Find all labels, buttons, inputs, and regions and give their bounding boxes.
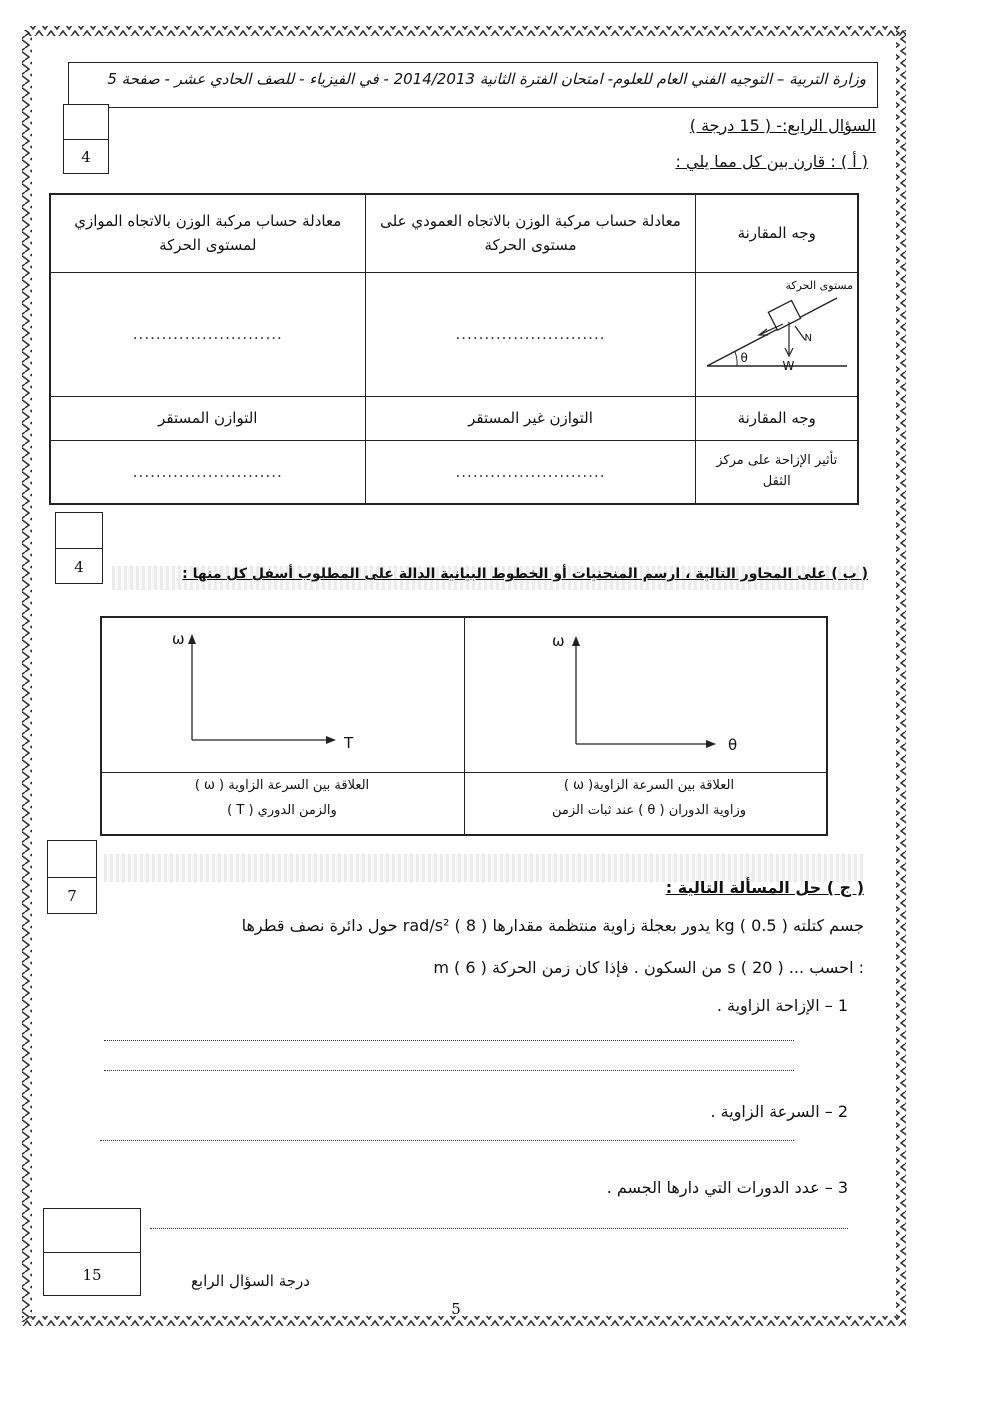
graph-omega-vs-period[interactable] — [172, 628, 372, 748]
cell-displacement-effect: تأثير الإزاحة على مركز الثقل — [696, 440, 858, 504]
score-box-c — [47, 840, 97, 914]
part-a-title: ( أ ) : قارن بين كل مما يلي : — [675, 152, 868, 171]
part-c-title: ( ج ) حل المسألة التالية : — [665, 878, 864, 897]
part-b-title: ( ب ) على المحاور التالية ، ارسم المنحنيات أو الخطوط البيانية الدالة على المطلوب أسفل كل منها : — [182, 566, 868, 582]
answer-cell-unstable[interactable] — [365, 440, 696, 504]
answer-line-2[interactable] — [100, 1140, 794, 1141]
answer-line-1b[interactable] — [104, 1070, 794, 1071]
cell-unstable-equilibrium: التوازن غير المستقر — [365, 396, 696, 440]
right-caption-2: وزاوية الدوران ( θ ) عند ثبات الزمن — [551, 802, 747, 818]
answer-dots: .......................... — [455, 462, 606, 481]
header-title: وزارة التربية – التوجيه الفني العام للعلوم- امتحان الفترة الثانية 2014/2013 - في الفيزياء - للصف الحادي عشر - صفحة 5 — [107, 70, 866, 88]
right-caption-1: العلاقة بين السرعة الزاوية( ω ) — [563, 778, 735, 793]
total-score: 15 — [44, 1252, 140, 1296]
cell-stable-equilibrium: التوازن المستقر — [50, 396, 365, 440]
page-number: 5 — [451, 1300, 461, 1318]
question-title: السؤال الرابع:- ( 15 درجة ) — [689, 116, 876, 135]
cell-perpendicular-header: معادلة حساب مركبة الوزن بالاتجاه العمودي على مستوى الحركة — [365, 194, 696, 272]
left-y-axis-label: ω — [172, 630, 185, 648]
answer-line-3[interactable] — [150, 1228, 848, 1229]
incline-diagram-cell — [696, 272, 858, 396]
item-2-angular-velocity: 2 – السرعة الزاوية . — [710, 1102, 848, 1121]
score-a: 4 — [64, 139, 108, 174]
answer-cell-perpendicular[interactable] — [365, 272, 696, 396]
comparison-table — [49, 193, 859, 505]
score-box-a — [63, 104, 109, 174]
graph-omega-vs-theta[interactable] — [556, 630, 756, 750]
item-3-revolutions: 3 – عدد الدورات التي دارها الجسم . — [606, 1178, 848, 1197]
cell-comparison-header-2: وجه المقارنة — [696, 396, 858, 440]
problem-line-1: جسم كتلته kg ( 0.5 ) يدور بعجلة زاوية منتظمة مقدارها rad/s² ( 8 ) حول دائرة نصف قطرها — [241, 916, 864, 935]
left-caption-2: والزمن الدوري ( T ) — [227, 802, 337, 818]
answer-dots: .......................... — [132, 462, 283, 481]
right-x-axis-label: θ — [728, 736, 738, 754]
diagram-weight: W — [782, 358, 795, 373]
score-c: 7 — [48, 877, 96, 914]
answer-dots: .......................... — [132, 325, 283, 343]
diagram-normal: N — [804, 332, 812, 344]
score-b: 4 — [56, 548, 102, 584]
score-box-b — [55, 512, 103, 584]
item-1-angular-displacement: 1 – الإزاحة الزاوية . — [716, 996, 848, 1015]
answer-line-1a[interactable] — [104, 1040, 794, 1041]
answer-cell-stable[interactable] — [50, 440, 365, 504]
diagram-theta: θ — [740, 350, 748, 365]
diagram-motion-plane-label: مستوى الحركة — [785, 278, 853, 292]
total-label: درجة السؤال الرابع — [190, 1272, 310, 1290]
answer-dots: .......................... — [455, 325, 606, 343]
cell-parallel-header: معادلة حساب مركبة الوزن بالاتجاه الموازي لمستوى الحركة — [50, 194, 365, 272]
right-y-axis-label: ω — [552, 632, 565, 650]
answer-cell-parallel[interactable] — [50, 272, 365, 396]
cell-comparison-header-1: وجه المقارنة — [696, 194, 858, 272]
left-caption-1: العلاقة بين السرعة الزاوية ( ω ) — [194, 778, 370, 793]
graphs-frame — [100, 616, 828, 836]
problem-line-2: m ( 6 ) من السكون . فإذا كان زمن الحركة s ( 20 ) ... احسب : — [433, 958, 864, 977]
left-x-axis-label: T — [344, 734, 354, 752]
total-score-box — [43, 1208, 141, 1296]
